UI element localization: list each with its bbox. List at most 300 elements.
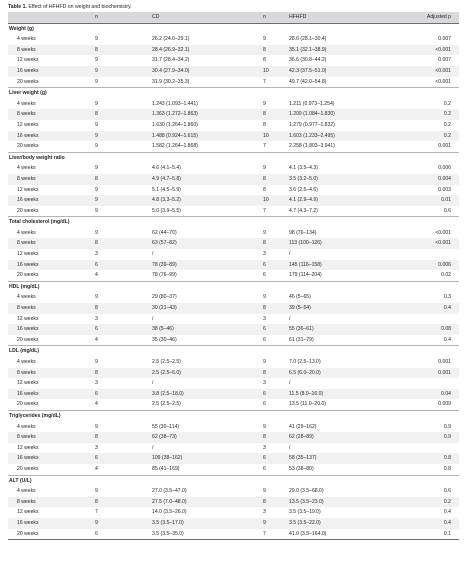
- cd-value-cell: /: [152, 315, 154, 322]
- adjusted-p-cell: 0.2: [443, 498, 451, 505]
- n-cd-cell: 9: [95, 132, 98, 139]
- n-cd-cell: 9: [95, 67, 98, 74]
- hfhfd-value-cell: 145 (116–158): [289, 261, 322, 268]
- adjusted-p-cell: 0.2: [443, 121, 451, 128]
- adjusted-p-cell: 0.1: [396, 529, 459, 540]
- adjusted-p-cell: [396, 443, 459, 454]
- table-row: [8, 66, 459, 77]
- n-cd-cell: 4: [95, 272, 98, 279]
- cd-value-cell: 2.5 (2.5–2.5): [152, 359, 181, 365]
- n-hfhfd-cell: 6: [263, 455, 266, 462]
- n-cd-cell: 3: [95, 251, 98, 258]
- n-cd-cell: 9: [95, 121, 98, 128]
- table-row: [8, 443, 459, 454]
- cd-value-cell: 1.630 (1.264–1.860): [152, 121, 198, 128]
- hfhfd-value-cell: 39 (5–54): [289, 305, 311, 312]
- caption-label: Table 1.: [8, 4, 27, 10]
- cd-value-cell: 62 (44–70): [152, 229, 177, 236]
- hfhfd-value-cell: 7.0 (2.5–13.0): [289, 359, 321, 365]
- table-row: [8, 55, 459, 66]
- hfhfd-value-cell: /: [289, 444, 291, 451]
- n-hfhfd-cell: 8: [263, 57, 266, 64]
- hfhfd-value-cell: 3.5 (3.5–19.0): [289, 509, 321, 516]
- time-point: 8 weeks: [17, 305, 36, 312]
- n-cd-cell: 9: [95, 423, 98, 430]
- n-cd-cell: 9: [95, 36, 98, 43]
- table-row: [8, 389, 459, 400]
- hfhfd-value-cell: 98 (76–134): [289, 229, 317, 236]
- time-point: 8 weeks: [17, 175, 36, 182]
- hfhfd-value-cell: 3.5 (3.5–22.0): [289, 519, 321, 526]
- adjusted-p-cell: 0.001: [438, 369, 451, 376]
- adjusted-p-cell: 0.009: [438, 401, 451, 408]
- adjusted-p-cell: 0.007: [438, 57, 451, 64]
- adjusted-p-cell: 0.007: [438, 36, 451, 43]
- n-cd-cell: 9: [95, 78, 98, 85]
- cd-value-cell: 1.488 (0.924–1.615): [152, 132, 198, 139]
- table-row: [8, 185, 459, 196]
- section-header-row: [8, 410, 459, 421]
- n-cd-cell: 4: [95, 465, 98, 472]
- adjusted-p-cell: 0.2: [443, 132, 451, 139]
- header-adjusted-p: Adjusted p: [396, 12, 459, 23]
- adjusted-p-cell: 0.08: [441, 326, 451, 333]
- table-row: [8, 45, 459, 56]
- cd-value-cell: 5.1 (4.5–5.9): [152, 186, 181, 193]
- n-hfhfd-cell: 8: [263, 175, 266, 182]
- n-hfhfd-cell: 3: [263, 509, 266, 516]
- n-hfhfd-cell: 8: [263, 186, 266, 193]
- adjusted-p-cell: 0.6: [443, 488, 451, 495]
- hfhfd-value-cell: 3.5 (3.2–5.0): [289, 175, 318, 182]
- time-point: 16 weeks: [17, 261, 39, 268]
- n-hfhfd-cell: 10: [263, 197, 269, 204]
- table-row: [8, 270, 459, 281]
- hfhfd-value-cell: /: [289, 251, 291, 258]
- adjusted-p-cell: <0.001: [435, 78, 451, 85]
- cd-value-cell: 63 (57–82): [152, 240, 177, 247]
- adjusted-p-cell: 0.003: [438, 186, 451, 193]
- table-row: [8, 34, 459, 45]
- section-header-row: [8, 23, 459, 34]
- cd-value-cell: 3.5 (3.5–35.0): [152, 529, 263, 540]
- hfhfd-value-cell: 41 (29–162): [289, 423, 317, 430]
- cd-value-cell: 62 (38–73): [152, 434, 177, 441]
- table-body: [8, 23, 459, 540]
- table-row: [8, 378, 459, 389]
- table-row: [8, 518, 459, 529]
- n-hfhfd-cell: 8: [263, 111, 266, 118]
- time-point: 8 weeks: [17, 498, 36, 505]
- hfhfd-value-cell: 179 (114–204): [289, 272, 322, 279]
- time-point: 16 weeks: [17, 197, 39, 204]
- n-hfhfd-cell: 9: [263, 359, 266, 365]
- time-point: 12 weeks: [17, 380, 39, 387]
- n-hfhfd-cell: 10: [263, 67, 269, 74]
- n-cd-cell: 8: [95, 240, 98, 247]
- cd-value-cell: 2.5 (2.5–6.0): [152, 369, 181, 376]
- n-hfhfd-cell: 6: [263, 390, 266, 397]
- adjusted-p-cell: 0.006: [438, 165, 451, 172]
- n-cd-cell: 9: [95, 207, 98, 214]
- n-cd-cell: 8: [95, 305, 98, 312]
- cd-value-cell: /: [152, 380, 154, 387]
- hfhfd-value-cell: 13.5 (3.5–23.0): [289, 498, 324, 505]
- time-point: 20 weeks: [17, 401, 39, 408]
- hfhfd-value-cell: 4.7 (4.3–7.2): [289, 207, 318, 214]
- n-cd-cell: 6: [95, 326, 98, 333]
- cd-value-cell: 30 (21–43): [152, 305, 177, 312]
- time-point: 12 weeks: [17, 121, 39, 128]
- table-row: [8, 497, 459, 508]
- table-row: [8, 464, 459, 475]
- time-point: 8 weeks: [17, 240, 36, 247]
- n-hfhfd-cell: 6: [263, 336, 266, 343]
- cd-value-cell: 1.363 (1.272–1.863): [152, 111, 198, 118]
- time-point: 20 weeks: [17, 207, 39, 214]
- time-point: 12 weeks: [17, 444, 39, 451]
- n-hfhfd-cell: 9: [263, 229, 266, 236]
- section-title: HDL (mg/dL): [8, 281, 459, 292]
- n-hfhfd-cell: 3: [263, 251, 266, 258]
- n-cd-cell: 8: [95, 46, 98, 53]
- hfhfd-value-cell: 53 (38–80): [289, 465, 314, 472]
- n-hfhfd-cell: 6: [263, 401, 266, 408]
- table-row: [8, 238, 459, 249]
- adjusted-p-cell: 0.8: [443, 465, 451, 472]
- time-point: 12 weeks: [17, 509, 39, 516]
- time-point: 8 weeks: [17, 111, 36, 118]
- n-cd-cell: 7: [95, 509, 98, 516]
- n-hfhfd-cell: 8: [263, 121, 266, 128]
- cd-value-cell: 1.582 (1.264–1.868): [152, 143, 198, 150]
- adjusted-p-cell: 0.4: [443, 509, 451, 516]
- section-header-row: [8, 281, 459, 292]
- n-hfhfd-cell: 7: [263, 529, 289, 540]
- adjusted-p-cell: <0.001: [435, 46, 451, 53]
- n-cd-cell: 3: [95, 380, 98, 387]
- table-row: [8, 77, 459, 88]
- time-point: 12 weeks: [17, 186, 39, 193]
- table-row: [8, 131, 459, 142]
- hfhfd-value-cell: 49.7 (42.0–54.8): [289, 78, 327, 85]
- n-hfhfd-cell: 3: [263, 315, 266, 322]
- time-point: 16 weeks: [17, 132, 39, 139]
- hfhfd-value-cell: 36.6 (30.8–44.2): [289, 57, 327, 64]
- hfhfd-value-cell: 46 (5–65): [289, 294, 311, 301]
- n-hfhfd-cell: 9: [263, 519, 266, 526]
- cd-value-cell: 55 (30–114): [152, 423, 180, 430]
- adjusted-p-cell: 0.4: [443, 305, 451, 312]
- time-point: 4 weeks: [17, 359, 36, 365]
- header-blank: [8, 12, 95, 23]
- table-row: [8, 453, 459, 464]
- table-row: [8, 507, 459, 518]
- n-hfhfd-cell: 9: [263, 488, 266, 495]
- adjusted-p-cell: 0.006: [438, 261, 451, 268]
- n-cd-cell: 6: [95, 455, 98, 462]
- hfhfd-value-cell: 1.279 (0.977–1.832): [289, 121, 335, 128]
- time-point: 16 weeks: [17, 390, 39, 397]
- n-hfhfd-cell: 9: [263, 294, 266, 301]
- hfhfd-value-cell: 29.0 (3.5–68.0): [289, 488, 324, 495]
- n-hfhfd-cell: 9: [263, 100, 266, 107]
- n-hfhfd-cell: 7: [263, 143, 266, 150]
- n-hfhfd-cell: 8: [263, 369, 266, 376]
- n-cd-cell: 6: [95, 390, 98, 397]
- cd-value-cell: 35 (30–46): [152, 336, 177, 343]
- header-n-cd: n: [95, 12, 152, 23]
- n-cd-cell: 9: [95, 519, 98, 526]
- table-caption: [8, 4, 132, 11]
- table-row: [8, 314, 459, 325]
- cd-value-cell: 78 (76–99): [152, 272, 177, 279]
- n-cd-cell: 9: [95, 294, 98, 301]
- table-row: [8, 141, 459, 152]
- table-row: [8, 99, 459, 110]
- hfhfd-value-cell: 1.603 (1.233–2.495): [289, 132, 335, 139]
- adjusted-p-cell: <0.001: [435, 67, 451, 74]
- n-hfhfd-cell: 6: [263, 272, 266, 279]
- adjusted-p-cell: 0.04: [441, 390, 451, 397]
- table-row: [8, 368, 459, 379]
- n-hfhfd-cell: 9: [263, 36, 266, 43]
- n-hfhfd-cell: 7: [263, 78, 266, 85]
- cd-value-cell: 31.9 (30.2–35.3): [152, 78, 190, 85]
- time-point: 20 weeks: [17, 78, 39, 85]
- hfhfd-value-cell: /: [289, 380, 291, 387]
- hfhfd-value-cell: 4.1 (2.9–4.9): [289, 197, 318, 204]
- time-point: 20 weeks: [17, 336, 39, 343]
- n-cd-cell: 9: [95, 100, 98, 107]
- cd-value-cell: 5.0 (3.9–5.5): [152, 207, 181, 214]
- time-point: 4 weeks: [17, 36, 36, 43]
- n-cd-cell: 9: [95, 165, 98, 172]
- n-hfhfd-cell: 6: [263, 465, 266, 472]
- hfhfd-value-cell: 13.5 (11.0–20.0): [289, 401, 327, 408]
- hfhfd-value-cell: 113 (100–126): [289, 240, 322, 247]
- n-hfhfd-cell: 9: [263, 165, 266, 172]
- n-cd-cell: 3: [95, 315, 98, 322]
- table-row: [8, 206, 459, 217]
- hfhfd-value-cell: 35.1 (32.1–38.9): [289, 46, 327, 53]
- caption-text: Effect of HFHFD on weight and biochemistry.: [28, 4, 132, 10]
- table-row: [8, 432, 459, 443]
- adjusted-p-cell: 0.001: [438, 143, 451, 150]
- table-row: [8, 486, 459, 497]
- time-point: 4 weeks: [17, 100, 36, 107]
- section-title: LDL (mg/dL): [8, 346, 459, 357]
- header-hfhfd: HFHFD: [289, 12, 396, 23]
- time-point: 4 weeks: [17, 488, 36, 495]
- n-hfhfd-cell: 8: [263, 46, 266, 53]
- time-point: 4 weeks: [17, 294, 36, 301]
- cd-value-cell: 3.8 (2.5–18.0): [152, 390, 184, 397]
- adjusted-p-cell: 0.001: [438, 359, 451, 365]
- adjusted-p-cell: 0.2: [443, 100, 451, 107]
- adjusted-p-cell: 0.6: [443, 207, 451, 214]
- table-row: [8, 228, 459, 239]
- header-n-hfhfd: n: [263, 12, 289, 23]
- cd-value-cell: 1.243 (1.093–1.441): [152, 100, 198, 107]
- adjusted-p-cell: 0.9: [443, 423, 451, 430]
- n-cd-cell: 9: [95, 229, 98, 236]
- n-cd-cell: 9: [95, 488, 98, 495]
- table-header: [8, 12, 459, 23]
- n-hfhfd-cell: 9: [263, 423, 266, 430]
- cd-value-cell: 85 (41–169): [152, 465, 180, 472]
- hfhfd-value-cell: /: [289, 315, 291, 322]
- cd-value-cell: 31.7 (28.4–34.2): [152, 57, 190, 64]
- time-point: 4 weeks: [17, 165, 36, 172]
- n-hfhfd-cell: 10: [263, 132, 269, 139]
- adjusted-p-cell: <0.001: [435, 229, 451, 236]
- n-hfhfd-cell: 7: [263, 207, 266, 214]
- hfhfd-value-cell: 62 (28–89): [289, 434, 314, 441]
- hfhfd-value-cell: 1.211 (0.973–1.254): [289, 100, 335, 107]
- hfhfd-value-cell: 61 (31–79): [289, 336, 314, 343]
- table-row: [8, 303, 459, 314]
- hfhfd-value-cell: 42.3 (37.5–51.0): [289, 67, 327, 74]
- table-row: [8, 335, 459, 346]
- adjusted-p-cell: 0.004: [438, 175, 451, 182]
- time-point: 16 weeks: [17, 519, 39, 526]
- hfhfd-value-cell: 6.5 (6.0–20.0): [289, 369, 321, 376]
- n-cd-cell: 6: [95, 261, 98, 268]
- adjusted-p-cell: 0.2: [443, 111, 451, 118]
- time-point: 16 weeks: [17, 455, 39, 462]
- n-cd-cell: 8: [95, 498, 98, 505]
- n-cd-cell: 8: [95, 434, 98, 441]
- table-row: [8, 292, 459, 303]
- n-hfhfd-cell: 3: [263, 444, 266, 451]
- results-table: [8, 12, 459, 540]
- n-hfhfd-cell: 8: [263, 305, 266, 312]
- n-cd-cell: 8: [95, 175, 98, 182]
- n-hfhfd-cell: 6: [263, 261, 266, 268]
- table-row: [8, 529, 459, 540]
- n-hfhfd-cell: 8: [263, 498, 266, 505]
- n-cd-cell: 9: [95, 186, 98, 193]
- section-title: Triglycerides (mg/dL): [8, 410, 459, 421]
- adjusted-p-cell: 0.4: [443, 519, 451, 526]
- cd-value-cell: 27.5 (7.0–48.0): [152, 498, 187, 505]
- table-row: [8, 357, 459, 368]
- cd-value-cell: /: [152, 444, 154, 451]
- n-hfhfd-cell: 6: [263, 326, 266, 333]
- n-cd-cell: 3: [95, 444, 98, 451]
- time-point: 4 weeks: [17, 229, 36, 236]
- cd-value-cell: 29 (80–37): [152, 294, 177, 301]
- cd-value-cell: 78 (39–89): [152, 261, 177, 268]
- n-hfhfd-cell: 8: [263, 240, 266, 247]
- table-row: [8, 399, 459, 410]
- table-row: [8, 174, 459, 185]
- n-hfhfd-cell: 8: [263, 434, 266, 441]
- time-point: 12 weeks: [17, 251, 39, 258]
- adjusted-p-cell: 0.3: [443, 294, 451, 301]
- n-cd-cell: 4: [95, 336, 98, 343]
- time-point: 20 weeks: [8, 529, 95, 540]
- n-cd-cell: 9: [95, 57, 98, 64]
- cd-value-cell: 26.2 (24.0–29.1): [152, 36, 190, 43]
- time-point: 20 weeks: [17, 143, 39, 150]
- adjusted-p-cell: [396, 249, 459, 260]
- n-hfhfd-cell: 3: [263, 380, 266, 387]
- section-title: Liver/body weight ratio: [8, 152, 459, 163]
- cd-value-cell: 3.5 (3.5–17.0): [152, 519, 184, 526]
- cd-value-cell: 38 (5–46): [152, 326, 174, 333]
- table-row: [8, 249, 459, 260]
- n-cd-cell: 4: [95, 401, 98, 408]
- adjusted-p-cell: 0.8: [443, 455, 451, 462]
- n-cd-cell: 8: [95, 111, 98, 118]
- section-header-row: [8, 88, 459, 99]
- time-point: 8 weeks: [17, 46, 36, 53]
- adjusted-p-cell: [396, 378, 459, 389]
- cd-value-cell: /: [152, 251, 154, 258]
- table-row: [8, 163, 459, 174]
- n-cd-cell: 6: [95, 529, 152, 540]
- time-point: 12 weeks: [17, 315, 39, 322]
- section-title: Total cholesterol (mg/dL): [8, 217, 459, 228]
- time-point: 8 weeks: [17, 434, 36, 441]
- hfhfd-value-cell: 58 (35–137): [289, 455, 317, 462]
- table-row: [8, 195, 459, 206]
- cd-value-cell: 28.4 (26.9–32.1): [152, 46, 190, 53]
- hfhfd-value-cell: 3.6 (2.5–4.6): [289, 186, 318, 193]
- section-header-row: [8, 217, 459, 228]
- cd-value-cell: 109 (38–162): [152, 455, 183, 462]
- section-header-row: [8, 152, 459, 163]
- table-row: [8, 422, 459, 433]
- section-header-row: [8, 475, 459, 486]
- n-cd-cell: 9: [95, 197, 98, 204]
- hfhfd-value-cell: 55 (36–61): [289, 326, 314, 333]
- hfhfd-value-cell: 2.258 (1.803–3.941): [289, 143, 335, 150]
- time-point: 16 weeks: [17, 67, 39, 74]
- cd-value-cell: 4.8 (3.3–5.2): [152, 197, 181, 204]
- time-point: 8 weeks: [17, 369, 36, 376]
- adjusted-p-cell: <0.001: [435, 240, 451, 247]
- hfhfd-value-cell: 41.0 (3.5–164.0): [289, 529, 396, 540]
- time-point: 20 weeks: [17, 272, 39, 279]
- table-row: [8, 324, 459, 335]
- hfhfd-value-cell: 1.209 (1.084–1.830): [289, 111, 335, 118]
- hfhfd-value-cell: 4.1 (3.5–4.3): [289, 165, 318, 172]
- n-cd-cell: 9: [95, 143, 98, 150]
- time-point: 12 weeks: [17, 57, 39, 64]
- time-point: 16 weeks: [17, 326, 39, 333]
- cd-value-cell: 27.0 (3.5–47.0): [152, 488, 187, 495]
- hfhfd-value-cell: 11.5 (8.0–16.0): [289, 390, 324, 397]
- table-row: [8, 120, 459, 131]
- cd-value-cell: 14.0 (3.5–26.0): [152, 509, 187, 516]
- adjusted-p-cell: 0.4: [443, 336, 451, 343]
- time-point: 20 weeks: [17, 465, 39, 472]
- n-cd-cell: 8: [95, 369, 98, 376]
- cd-value-cell: 4.6 (4.1–5.4): [152, 165, 181, 172]
- header-cd: CD: [152, 12, 263, 23]
- section-title: Weight (g): [9, 25, 34, 32]
- header-row: [8, 12, 459, 23]
- cd-value-cell: 2.5 (2.5–2.5): [152, 401, 181, 408]
- adjusted-p-cell: 0.9: [443, 434, 451, 441]
- table-row: [8, 260, 459, 271]
- table-row: [8, 109, 459, 120]
- adjusted-p-cell: 0.02: [441, 272, 451, 279]
- time-point: 4 weeks: [17, 423, 36, 430]
